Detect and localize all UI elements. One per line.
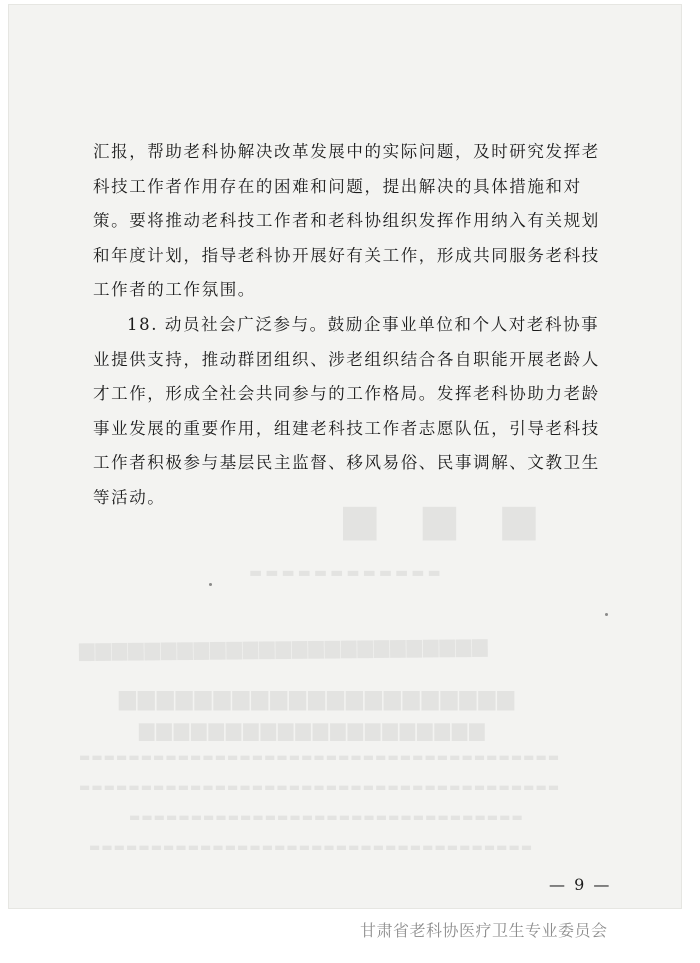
document-page — [8, 4, 682, 909]
bleed-through-texture: ▬▬▬▬▬▬▬▬▬▬▬▬ — [249, 565, 444, 581]
body-line: 和年度计划，指导老科协开展好有关工作，形成共同服务老科技 — [93, 245, 600, 265]
bleed-through-texture: ▬▬▬▬▬▬▬▬▬▬▬▬▬▬▬▬▬▬▬▬▬▬▬▬▬▬▬▬▬▬▬▬▬▬▬▬ — [89, 840, 534, 854]
body-line: 才工作，形成全社会共同参与的工作格局。发挥老科协助力老龄 — [93, 384, 600, 404]
scan-speck — [209, 583, 212, 586]
body-line: 等活动。 — [93, 487, 166, 507]
bleed-through-texture: ▆▆▆▆▆▆▆▆▆▆▆▆▆▆▆▆▆▆▆▆▆▆▆▆▆ — [78, 632, 489, 662]
document-body — [93, 135, 613, 516]
body-line: 工作者积极参与基层民主监督、移风易俗、民事调解、文教卫生 — [93, 453, 600, 473]
body-line: 事业发展的重要作用，组建老科技工作者志愿队伍，引导老科技 — [93, 418, 600, 438]
page-number: — 9 — — [549, 875, 612, 894]
body-line: 科技工作者作用存在的困难和问题，提出解决的具体措施和对 — [93, 176, 582, 196]
body-line: 策。要将推动老科技工作者和老科协组织发挥作用纳入有关规划 — [93, 211, 600, 231]
source-watermark: 甘肃省老科协医疗卫生专业委员会 — [360, 921, 608, 940]
bleed-through-texture: ▆▆▆▆▆▆▆▆▆▆▆▆▆▆▆▆▆▆▆▆ — [139, 717, 487, 741]
bleed-through-texture: ▬▬▬▬▬▬▬▬▬▬▬▬▬▬▬▬▬▬▬▬▬▬▬▬▬▬▬▬▬▬▬▬ — [129, 810, 524, 824]
section-18-heading-line: 18. 动员社会广泛参与。鼓励企事业单位和个人对老科协事 — [127, 314, 600, 334]
body-line: 工作者的工作氛围。 — [93, 280, 256, 300]
bleed-through-texture: ▬▬▬▬▬▬▬▬▬▬▬▬▬▬▬▬▬▬▬▬▬▬▬▬▬▬▬▬▬▬▬▬▬▬▬▬▬▬▬ — [79, 750, 561, 764]
bleed-through-texture: ■■■ — [339, 495, 578, 546]
bleed-through-texture: ▬▬▬▬▬▬▬▬▬▬▬▬▬▬▬▬▬▬▬▬▬▬▬▬▬▬▬▬▬▬▬▬▬▬▬▬▬▬▬ — [79, 780, 561, 794]
body-line: 汇报，帮助老科协解决改革发展中的实际问题，及时研究发挥老 — [93, 142, 600, 161]
bleed-through-texture: ▆▆▆▆▆▆▆▆▆▆▆▆▆▆▆▆▆▆▆▆▆ — [119, 685, 517, 711]
body-line: 业提供支持，推动群团组织、涉老组织结合各自职能开展老龄人 — [93, 349, 600, 369]
scan-speck — [605, 613, 608, 616]
